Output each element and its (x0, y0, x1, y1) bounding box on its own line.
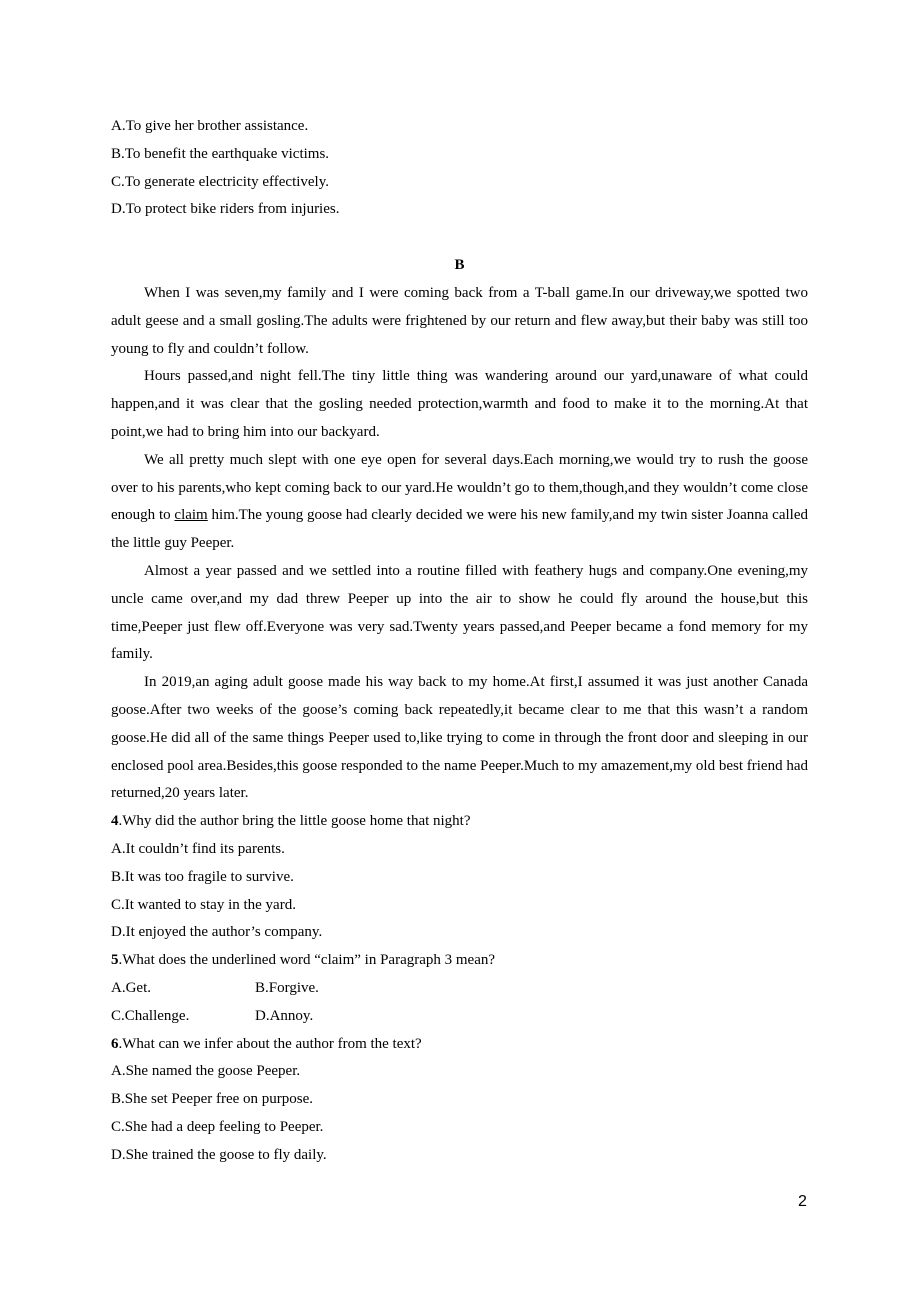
option-d: D.To protect bike riders from injuries. (111, 201, 340, 218)
document-body (111, 113, 808, 1169)
option-d: D.Annoy. (255, 1007, 314, 1024)
question-stem (111, 808, 808, 836)
question-text: .Why did the author bring the little goose home that night? (118, 813, 471, 830)
question-5 (111, 947, 808, 1030)
option-a: A.To give her brother assistance. (111, 118, 309, 134)
paragraph-2: Hours passed,and night fell.The tiny little thing was wandering around our yard,unaware of what could happen,and it was clear that the gosling needed protection,warmth and food to make it to the morning.At that point,we had to bring him into our backyard. (111, 368, 808, 440)
option-c: C.Challenge. (111, 1007, 190, 1024)
underlined-word: claim (174, 507, 208, 524)
option-c: C.To generate electricity effectively. (111, 173, 330, 190)
option-b: B.To benefit the earthquake victims. (111, 145, 330, 162)
paragraph-1: When I was seven,my family and I were coming back from a T-ball game.In our driveway,we spotted two adult geese and a small gosling.The adults were frightened by our return and flew away,but their baby was still too young to fly and couldn’t follow. (111, 284, 808, 357)
paragraph-3-text-after: him.The young goose had clearly decided we were his new family,and my twin sister Joanna called the little guy Peeper. (111, 507, 808, 552)
question-stem (111, 947, 808, 975)
option-b: B.She set Peeper free on purpose. (111, 1091, 314, 1108)
option-a: A.She named the goose Peeper. (111, 1063, 301, 1080)
question-6 (111, 1031, 808, 1170)
option-a: A.It couldn’t find its parents. (111, 840, 285, 857)
option-a: A.Get. (111, 979, 151, 996)
question-number: 6 (111, 1035, 119, 1052)
question-4 (111, 808, 808, 947)
option-b: B.Forgive. (255, 979, 319, 996)
question-number: 4 (111, 813, 119, 830)
page-number: 2 (798, 1193, 807, 1210)
option-c: C.It wanted to stay in the yard. (111, 896, 296, 913)
option-row (111, 1003, 808, 1031)
paragraph-3-text-before: We all pretty much slept with one eye open for several days.Each morning,we would try to rush the goose over to his parents,who kept coming back to our yard.He wouldn’t go to them,though,and they wouldn’t come close enough to (111, 451, 808, 524)
option-c: C.She had a deep feeling to Peeper. (111, 1118, 324, 1135)
option-row (111, 975, 808, 1003)
option-d: D.It enjoyed the author’s company. (111, 924, 323, 941)
paragraph-5: In 2019,an aging adult goose made his way back to my home.At first,I assumed it was just another Canada goose.After two weeks of the goose’s coming back repeatedly,it became clear to me that this wasn’t a random goose.He did all of the same things Peeper used to,like trying to come in through the front door and sleeping in our enclosed pool area.Besides,this goose responded to the name Peeper.Much to my amazement,my old best friend had returned,20 years later. (111, 674, 808, 802)
paragraph-3 (111, 447, 808, 558)
question-number: 5 (111, 952, 119, 969)
paragraph-4: Almost a year passed and we settled into a routine filled with feathery hugs and company.One evening,my uncle came over,and my dad threw Peeper up into the air to show he could fly around the house,but this time,Peeper just flew off.Everyone was very sad.Twenty years passed,and Peeper became a fond memory for my family. (111, 562, 808, 663)
question-stem (111, 1031, 808, 1059)
section-title: B (454, 257, 465, 274)
previous-question-options (111, 113, 808, 224)
reading-passage (111, 280, 808, 808)
question-text: .What does the underlined word “claim” in Paragraph 3 mean? (118, 952, 496, 969)
question-text: .What can we infer about the author from the text? (118, 1035, 422, 1052)
option-d: D.She trained the goose to fly daily. (111, 1146, 327, 1163)
option-b: B.It was too fragile to survive. (111, 868, 294, 885)
